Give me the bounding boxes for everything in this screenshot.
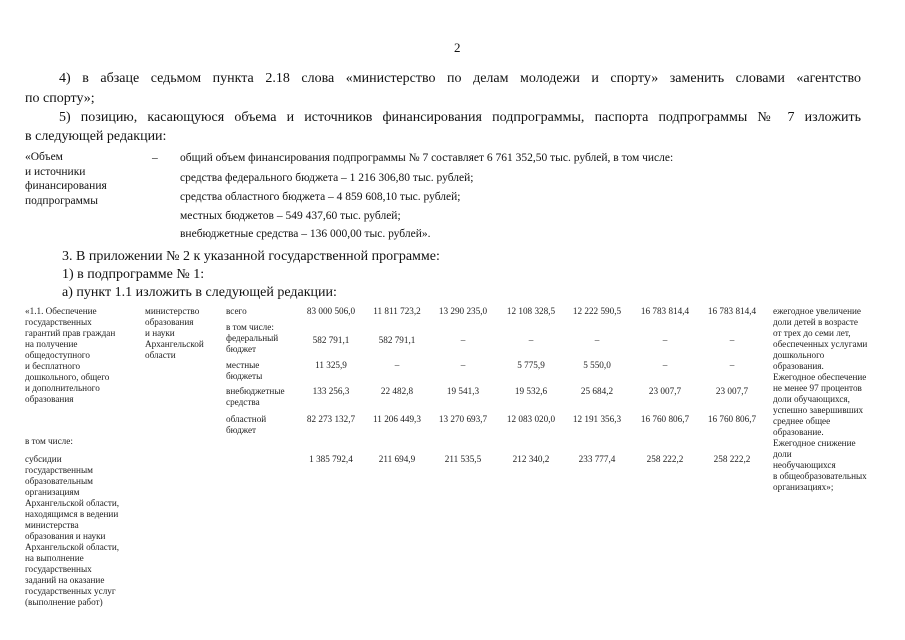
- table-item-name: «1.1. Обеспечение государственных гарантий прав граждан на получение общедоступного и бесплатного дошкольного, общего и дополнительного образования: [25, 306, 116, 404]
- table-cell: 23 007,7: [648, 386, 682, 396]
- table-expected-result: ежегодное увеличение доли детей в возрасте от трех до семи лет, обеспеченных услугами дошкольного образования. Ежегодное обеспечение не менее 97 процентов доли обучающихся, успешно завершивших среднее общее образование. Ежегодное снижение доли необучающихся в общеобразовательных организациях»;: [773, 306, 868, 492]
- table-cell: –: [460, 335, 466, 345]
- passport-line-regional: средства областного бюджета – 4 859 608,10 тыс. рублей;: [180, 191, 461, 203]
- table-subsidy-name: субсидии государственным образовательным организациям Архангельской области, находящимся в ведении министерства образования и науки Архангельской области, на выполнение государственных заданий на оказание государственных услуг (выполнение работ): [25, 454, 120, 607]
- table-cell: –: [528, 335, 534, 345]
- table-cell: 12 108 328,5: [506, 306, 556, 316]
- table-cell: 16 783 814,4: [640, 306, 690, 316]
- table-cell: 16 783 814,4: [707, 306, 757, 316]
- table-cell: 1 385 792,4: [309, 454, 353, 464]
- table-cell: 82 273 132,7: [306, 414, 356, 424]
- table-in-that-number: в том числе:: [25, 436, 73, 446]
- table-cell: 582 791,1: [312, 335, 350, 345]
- table-cell: 23 007,7: [715, 386, 749, 396]
- table-cell: 19 532,6: [514, 386, 548, 396]
- table-cell: 582 791,1: [378, 335, 416, 345]
- table-cell: 12 191 356,3: [572, 414, 622, 424]
- paragraph-4-line-2: по спорту»;: [25, 91, 95, 106]
- passport-line-total: общий объем финансирования подпрограммы № 7 составляет 6 761 352,50 тыс. рублей, в том числе:: [180, 152, 674, 164]
- table-cell: –: [729, 335, 735, 345]
- paragraph-5-line-1: 5) позицию, касающуюся объема и источников финансирования подпрограммы, паспорта подпрограммы № 7 изложить: [59, 110, 861, 125]
- table-cell: 83 000 506,0: [306, 306, 356, 316]
- table-cell: 11 206 449,3: [373, 414, 421, 424]
- table-executor: министерство образования и науки Архангельской области: [145, 306, 204, 360]
- table-cell: 13 290 235,0: [438, 306, 488, 316]
- table-cell: –: [460, 360, 466, 370]
- table-row-label-extrabudget: внебюджетные средства: [226, 386, 285, 407]
- table-cell: 11 811 723,2: [373, 306, 421, 316]
- table-cell: 5 550,0: [583, 360, 611, 370]
- passport-dash: –: [152, 152, 158, 164]
- passport-line-extrabudget: внебюджетные средства – 136 000,00 тыс. рублей».: [180, 228, 431, 240]
- table-cell: 258 222,2: [646, 454, 684, 464]
- table-cell: 233 777,4: [578, 454, 616, 464]
- table-cell: 258 222,2: [713, 454, 751, 464]
- table-cell: 212 340,2: [512, 454, 550, 464]
- table-cell: 12 222 590,5: [572, 306, 622, 316]
- table-cell: 19 541,3: [446, 386, 480, 396]
- passport-label: «Объем и источники финансирования подпрограммы: [25, 151, 107, 207]
- passport-line-local: местных бюджетов – 549 437,60 тыс. рублей;: [180, 210, 401, 222]
- section-3-item-a: а) пункт 1.1 изложить в следующей редакции:: [62, 285, 337, 300]
- table-cell: –: [662, 360, 668, 370]
- table-cell: 16 760 806,7: [640, 414, 690, 424]
- table-cell: 5 775,9: [517, 360, 545, 370]
- table-row-label-local: местные бюджеты: [226, 360, 263, 381]
- table-cell: –: [394, 360, 400, 370]
- table-cell: 25 684,2: [580, 386, 614, 396]
- section-3-subprogram-1: 1) в подпрограмме № 1:: [62, 267, 205, 282]
- table-cell: –: [729, 360, 735, 370]
- table-cell: 12 083 020,0: [506, 414, 556, 424]
- table-cell: 211 535,5: [444, 454, 482, 464]
- passport-line-federal: средства федерального бюджета – 1 216 306,80 тыс. рублей;: [180, 172, 474, 184]
- table-cell: 11 325,9: [315, 360, 347, 370]
- table-cell: 133 256,3: [312, 386, 350, 396]
- table-row-label-federal: в том числе: федеральный бюджет: [226, 322, 279, 354]
- table-row-label-regional: областной бюджет: [226, 414, 267, 435]
- paragraph-4-line-1: 4) в абзаце седьмом пункта 2.18 слова «министерство по делам молодежи и спорту» заменить словами «агентство: [59, 71, 861, 86]
- table-cell: 16 760 806,7: [707, 414, 757, 424]
- table-cell: 13 270 693,7: [438, 414, 488, 424]
- table-row-label-total: всего: [226, 306, 247, 316]
- table-cell: –: [594, 335, 600, 345]
- table-cell: –: [662, 335, 668, 345]
- table-cell: 22 482,8: [380, 386, 414, 396]
- section-3-title: 3. В приложении № 2 к указанной государственной программе:: [62, 249, 440, 264]
- page-number: 2: [454, 40, 461, 55]
- table-cell: 211 694,9: [378, 454, 416, 464]
- paragraph-5-line-2: в следующей редакции:: [25, 129, 167, 144]
